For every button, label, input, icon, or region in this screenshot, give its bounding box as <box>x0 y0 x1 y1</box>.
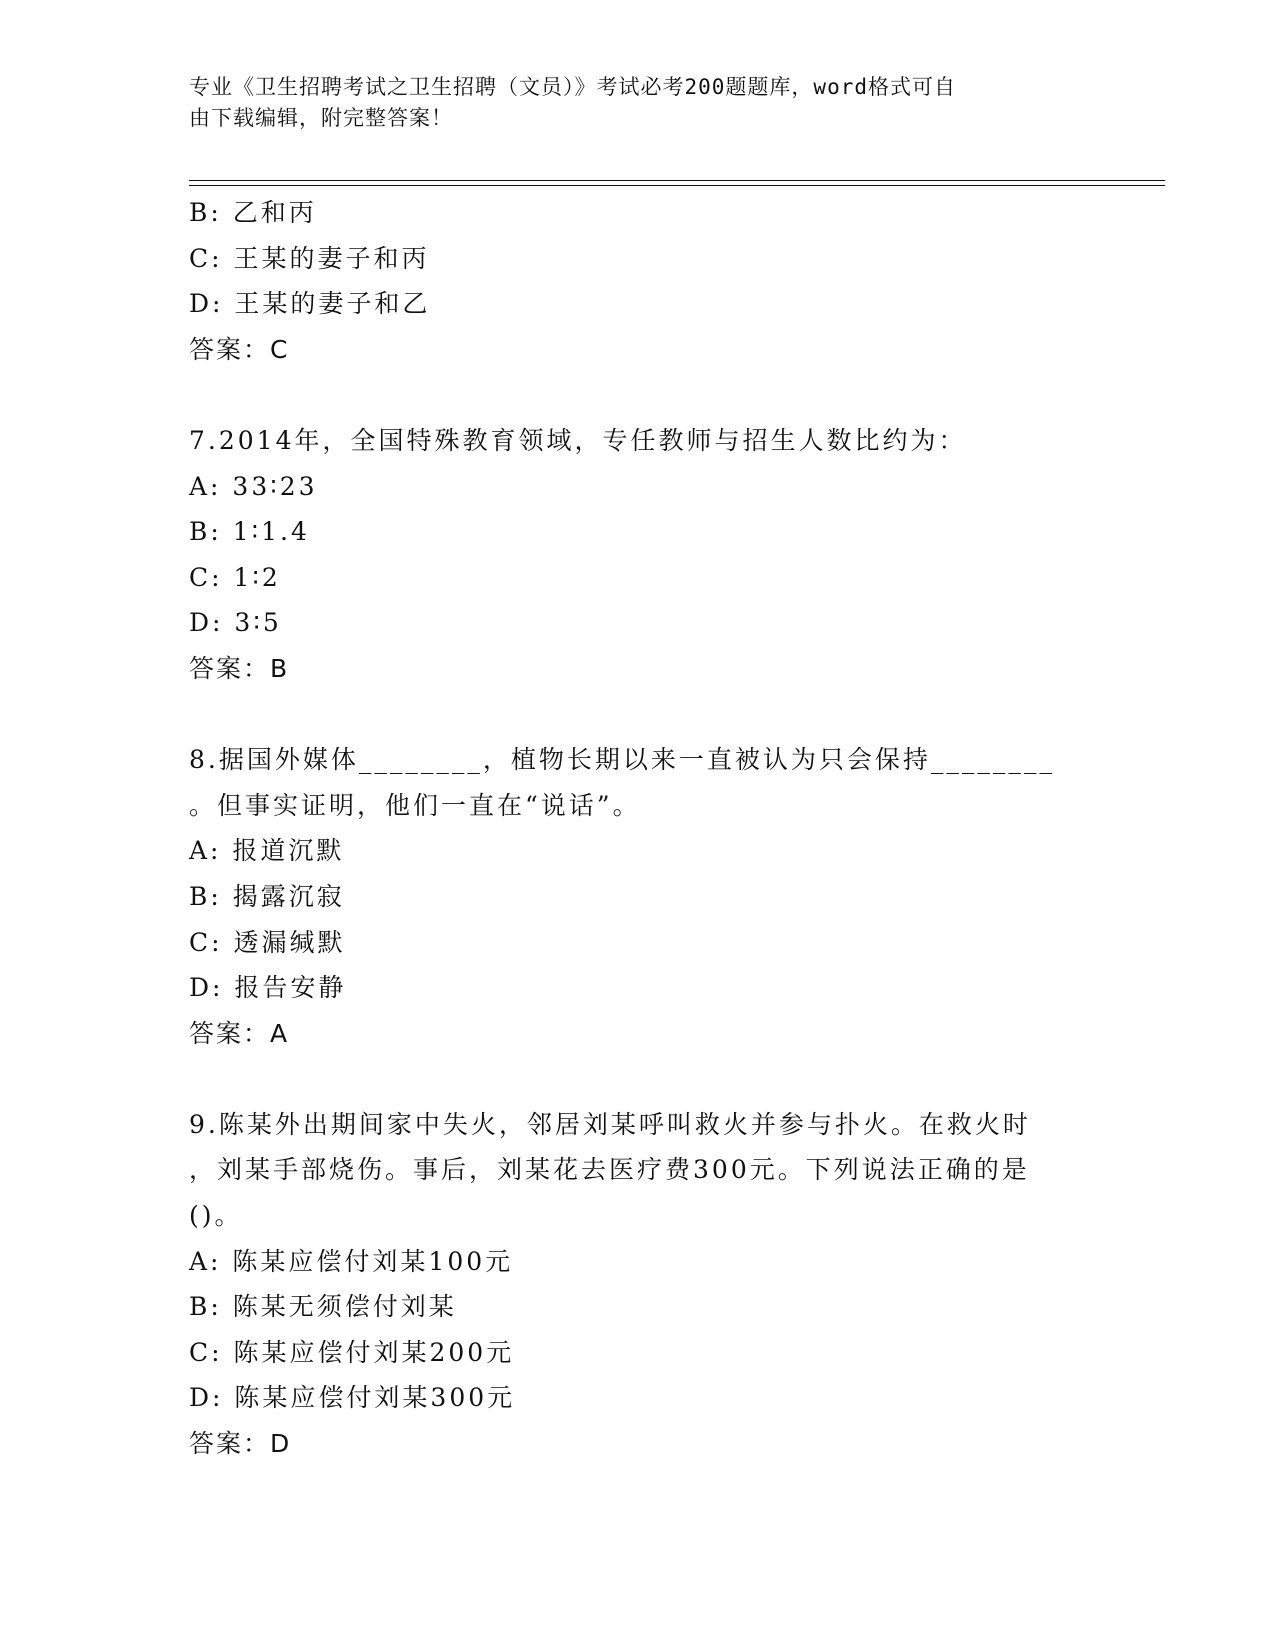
answer: 答案：D <box>189 1429 292 1459</box>
header-line-2: 由下载编辑，附完整答案！ <box>189 106 453 130</box>
spacer <box>189 1056 1079 1102</box>
answer: 答案：A <box>189 1018 290 1048</box>
question-stem-line-1: 8.据国外媒体________，植物长期以来一直被认为只会保持________ <box>189 745 1055 775</box>
header-line-1: 专业《卫生招聘考试之卫生招聘（文员）》考试必考200题题库，word格式可自 <box>189 75 956 99</box>
question-stem-line-2: ，刘某手部烧伤。事后，刘某花去医疗费300元。下列说法正确的是 <box>189 1155 1030 1185</box>
option-b: B: 陈某无须偿付刘某 <box>189 1292 457 1322</box>
option-c: C: 1∶2 <box>189 562 281 592</box>
question-stem-line-1: 9.陈某外出期间家中失火，邻居刘某呼叫救火并参与扑火。在救火时 <box>189 1109 1031 1139</box>
option-c: C: 王某的妻子和丙 <box>189 243 430 273</box>
option-b: B: 1∶1.4 <box>189 517 310 547</box>
question-7 <box>189 418 1079 692</box>
option-a: A: 33∶23 <box>189 471 318 501</box>
header-divider <box>189 180 1165 186</box>
question-6-tail <box>189 190 1079 372</box>
question-stem-line-2: 。但事实证明，他们一直在“说话”。 <box>189 790 641 820</box>
option-d: D: 陈某应偿付刘某300元 <box>189 1383 516 1413</box>
option-a: A: 陈某应偿付刘某100元 <box>189 1246 514 1276</box>
answer: 答案：C <box>189 334 290 364</box>
question-stem: 7.2014年，全国特殊教育领域，专任教师与招生人数比约为： <box>189 425 967 455</box>
spacer <box>189 372 1079 418</box>
spacer <box>189 692 1079 738</box>
option-d: D: 王某的妻子和乙 <box>189 289 431 319</box>
option-b: B: 揭露沉寂 <box>189 881 345 911</box>
answer: 答案：B <box>189 653 290 683</box>
option-c: C: 透漏缄默 <box>189 927 346 957</box>
option-b: B: 乙和丙 <box>189 198 317 227</box>
question-content <box>189 190 1079 1467</box>
option-d: D: 3∶5 <box>189 608 282 638</box>
question-9 <box>189 1102 1079 1467</box>
option-d: D: 报告安静 <box>189 973 347 1003</box>
question-8 <box>189 737 1079 1056</box>
option-c: C: 陈某应偿付刘某200元 <box>189 1337 515 1367</box>
page-header <box>189 72 1079 134</box>
option-a: A: 报道沉默 <box>189 836 345 866</box>
question-stem-line-3: ()。 <box>189 1201 243 1231</box>
